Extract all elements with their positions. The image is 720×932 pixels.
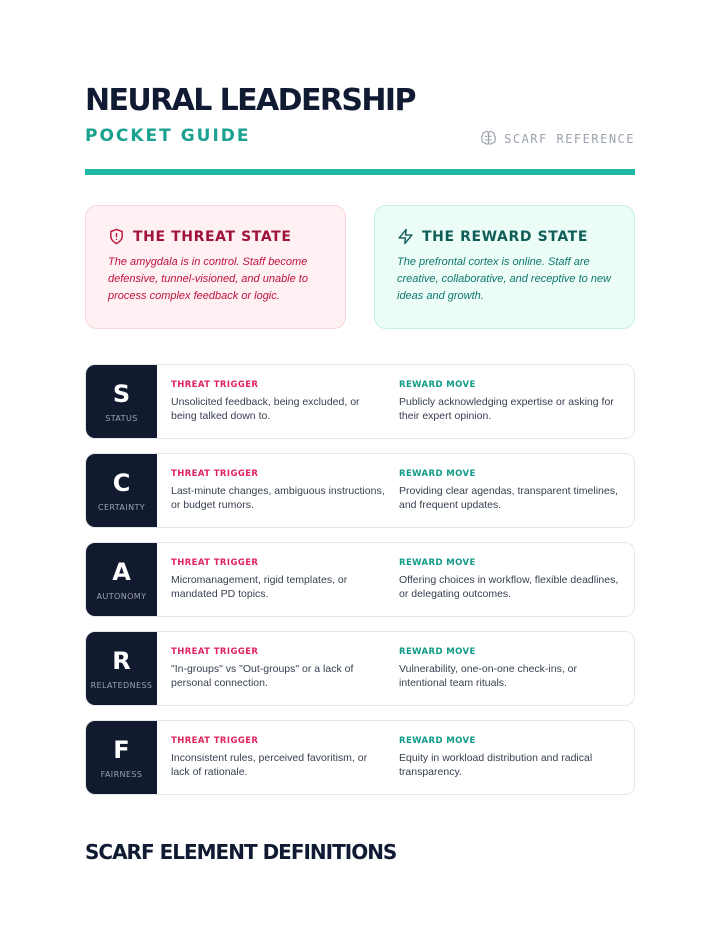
reward-move-heading: REWARD MOVE <box>399 736 476 746</box>
scarf-element-label: STATUS <box>105 414 138 423</box>
definitions-heading: SCARF ELEMENT DEFINITIONS <box>85 840 397 864</box>
scarf-reference-tag <box>480 130 635 147</box>
scarf-row-relatedness <box>85 631 635 706</box>
scarf-letter: A <box>112 558 131 586</box>
brain-icon <box>480 130 497 147</box>
scarf-element-label: RELATEDNESS <box>90 681 153 690</box>
reward-move-text: Publicly acknowledging expertise or asking for their expert opinion. <box>399 396 614 422</box>
scarf-letter: R <box>112 647 131 675</box>
scarf-element-label: AUTONOMY <box>96 592 147 601</box>
scarf-element-label: CERTAINTY <box>97 503 146 512</box>
scarf-letter-tile <box>86 721 157 794</box>
reward-state-title: THE REWARD STATE <box>422 228 588 245</box>
scarf-table <box>85 364 635 809</box>
threat-trigger-heading: THREAT TRIGGER <box>171 736 259 746</box>
scarf-letter-tile <box>86 543 157 616</box>
reward-move-heading: REWARD MOVE <box>399 380 476 390</box>
scarf-element-label: FAIRNESS <box>100 770 143 779</box>
reward-move-text: Providing clear agendas, transparent timelines, and frequent updates. <box>399 485 618 511</box>
scarf-letter-tile <box>86 454 157 527</box>
header-divider <box>85 169 635 175</box>
reward-move-text: Equity in workload distribution and radical transparency. <box>399 752 593 778</box>
reward-state-text: The prefrontal cortex is online. Staff are creative, collaborative, and receptive to new ideas and growth. <box>397 256 612 302</box>
reward-move-heading: REWARD MOVE <box>399 647 476 657</box>
threat-state-title: THE THREAT STATE <box>133 228 292 245</box>
page-title: NEURAL LEADERSHIP <box>85 83 415 118</box>
scarf-row-fairness <box>85 720 635 795</box>
scarf-reference-label: SCARF REFERENCE <box>504 131 635 146</box>
threat-trigger-heading: THREAT TRIGGER <box>171 647 259 657</box>
reward-move-heading: REWARD MOVE <box>399 558 476 568</box>
threat-trigger-heading: THREAT TRIGGER <box>171 469 259 479</box>
scarf-letter-tile <box>86 365 157 438</box>
threat-state-card <box>85 205 346 329</box>
threat-trigger-text: Last-minute changes, ambiguous instructions, or budget rumors. <box>171 485 385 511</box>
reward-state-card <box>374 205 635 329</box>
threat-trigger-heading: THREAT TRIGGER <box>171 380 259 390</box>
threat-trigger-text: Inconsistent rules, perceived favoritism, or lack of rationale. <box>171 752 368 778</box>
scarf-row-certainty <box>85 453 635 528</box>
threat-trigger-text: Micromanagement, rigid templates, or mandated PD topics. <box>171 574 348 600</box>
threat-trigger-text: Unsolicited feedback, being excluded, or being talked down to. <box>171 396 360 422</box>
scarf-row-status <box>85 364 635 439</box>
lightning-icon <box>397 228 414 245</box>
threat-trigger-text: "In-groups" vs "Out-groups" or a lack of personal connection. <box>171 663 354 689</box>
page-subtitle: POCKET GUIDE <box>85 126 251 146</box>
threat-state-text: The amygdala is in control. Staff become defensive, tunnel-visioned, and unable to process complex feedback or logic. <box>108 256 308 302</box>
reward-move-text: Vulnerability, one-on-one check-ins, or intentional team rituals. <box>399 663 578 689</box>
scarf-letter: S <box>112 380 131 408</box>
scarf-letter: F <box>113 736 130 764</box>
scarf-row-autonomy <box>85 542 635 617</box>
threat-trigger-heading: THREAT TRIGGER <box>171 558 259 568</box>
reward-move-text: Offering choices in workflow, flexible deadlines, or delegating outcomes. <box>399 574 619 600</box>
shield-alert-icon <box>108 228 125 245</box>
scarf-letter-tile <box>86 632 157 705</box>
reward-move-heading: REWARD MOVE <box>399 469 476 479</box>
scarf-letter: C <box>112 469 131 497</box>
